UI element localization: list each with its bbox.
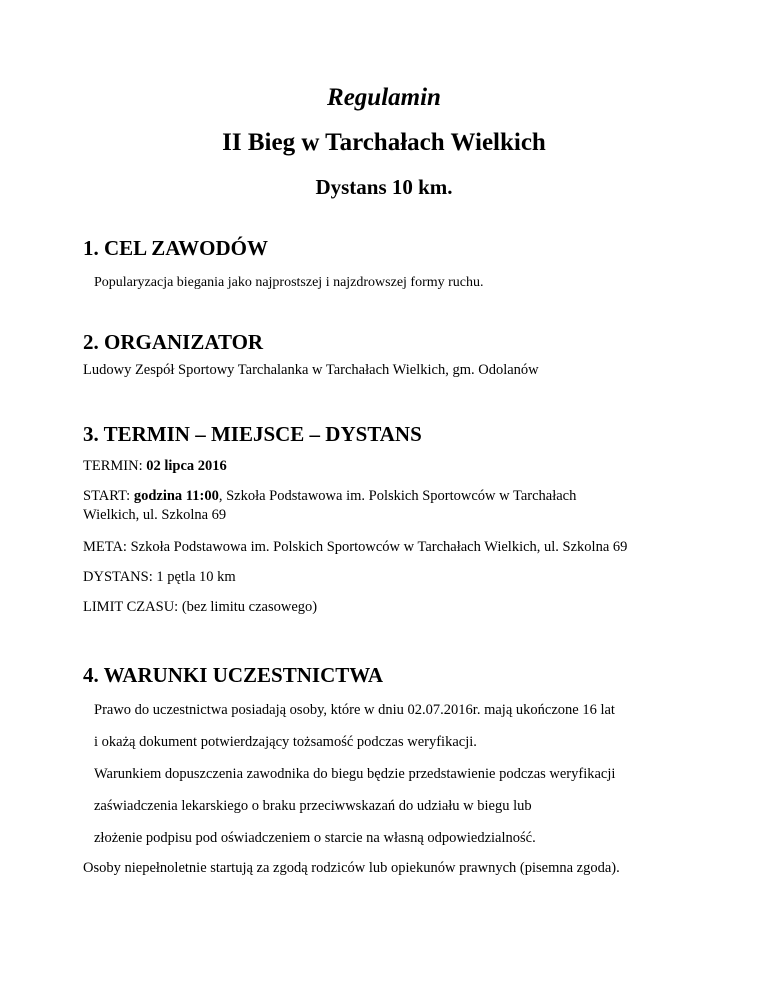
document-title: Regulamin xyxy=(327,84,441,111)
conditions-line: Prawo do uczestnictwa posiadają osoby, które w dniu 02.07.2016r. mają ukończone 16 lat xyxy=(94,702,615,718)
time-limit-line: LIMIT CZASU: (bez limitu czasowego) xyxy=(83,599,318,615)
conditions-line: złożenie podpisu pod oświadczeniem o starcie na własną odpowiedzialność. xyxy=(94,830,536,846)
start-line xyxy=(83,488,576,505)
start-label: START: xyxy=(83,488,134,504)
section-3-heading: 3. TERMIN – MIEJSCE – DYSTANS xyxy=(83,422,422,446)
section-1-text: Popularyzacja biegania jako najprostszej i najzdrowszej formy ruchu. xyxy=(94,275,484,290)
section-2-heading: 2. ORGANIZATOR xyxy=(83,330,264,354)
section-1-heading: 1. CEL ZAWODÓW xyxy=(83,236,268,260)
distance-line: DYSTANS: 1 pętla 10 km xyxy=(83,569,236,585)
meta-line: META: Szkoła Podstawowa im. Polskich Sportowców w Tarchałach Wielkich, ul. Szkolna 69 xyxy=(83,539,628,555)
start-location: , Szkoła Podstawowa im. Polskich Sportowców w Tarchałach xyxy=(218,488,577,504)
termin-value: 02 lipca 2016 xyxy=(146,458,227,474)
start-time: godzina 11:00 xyxy=(133,488,219,504)
conditions-line: i okażą dokument potwierdzający tożsamość podczas weryfikacji. xyxy=(94,734,477,750)
conditions-line: Osoby niepełnoletnie startują za zgodą rodziców lub opiekunów prawnych (pisemna zgoda). xyxy=(83,860,620,876)
conditions-line: zaświadczenia lekarskiego o braku przeciwwskazań do udziału w biegu lub xyxy=(94,798,532,814)
termin-label: TERMIN: xyxy=(83,458,147,474)
event-name: II Bieg w Tarchałach Wielkich xyxy=(222,129,546,156)
distance-subtitle: Dystans 10 km. xyxy=(315,175,453,199)
termin-line xyxy=(83,458,227,475)
section-4-heading: 4. WARUNKI UCZESTNICTWA xyxy=(83,663,384,687)
start-line-continued: Wielkich, ul. Szkolna 69 xyxy=(83,507,227,523)
section-2-text: Ludowy Zespół Sportowy Tarchalanka w Tarchałach Wielkich, gm. Odolanów xyxy=(83,362,539,378)
conditions-line: Warunkiem dopuszczenia zawodnika do biegu będzie przedstawienie podczas weryfikacji xyxy=(94,766,616,782)
